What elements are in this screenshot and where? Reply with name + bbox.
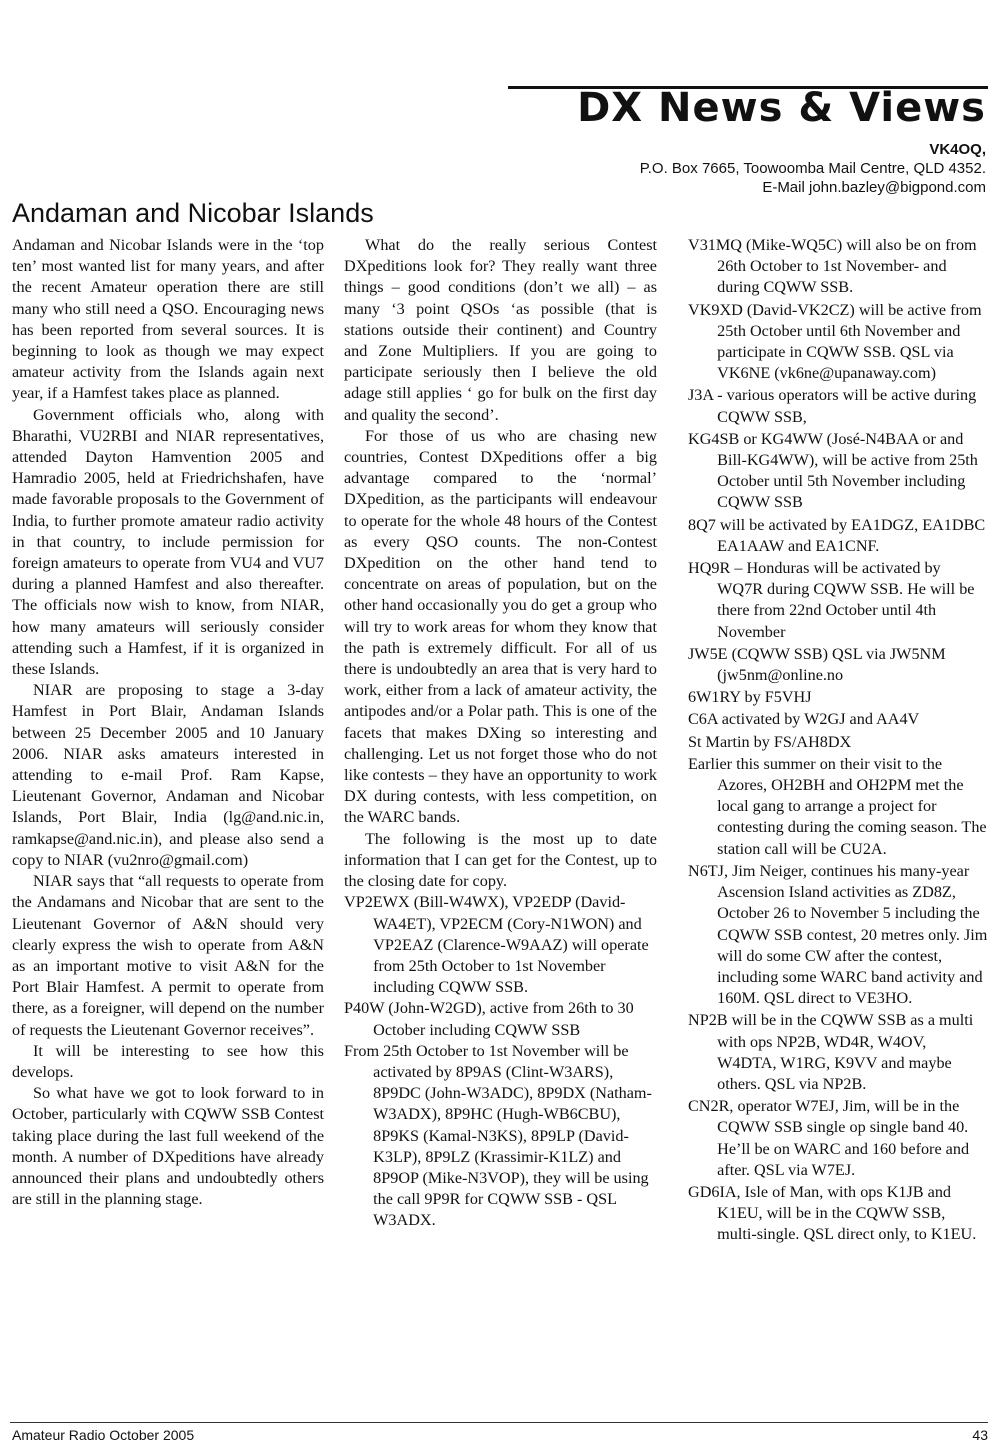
dx-listing: NP2B will be in the CQWW SSB as a multi with ops NP2B, WD4R, W4OV, W4DTA, W1RG, K9VV and maybe others. QSL via NP2B. <box>688 1011 974 1093</box>
footer-publication: Amateur Radio October 2005 <box>12 1427 195 1443</box>
dx-listing: HQ9R – Honduras will be activated by WQ7R during CQWW SSB. He will be there from 22nd October until 4th November <box>688 559 975 641</box>
dx-listing: CN2R, operator W7EJ, Jim, will be in the CQWW SSB single op single band 40. He’ll be on WARC and 160 before and after. QSL via W7EJ. <box>688 1097 970 1179</box>
footer-rule <box>10 1422 988 1423</box>
paragraph: It will be interesting to see how this develops. <box>12 1041 324 1081</box>
paragraph: For those of us who are chasing new countries, Contest DXpeditions offer a big advantage compared to the ‘normal’ DXpedition, as the participants will endeavour to operate for the whole 48 hours of the Contest as every QSO counts. The non-Contest DXpedition on the other hand tend to concentrate on areas of population, but on the other hand occasionally you do get a group who will try to work areas for whom they know that the path is extremely difficult. For all of us there is undoubtedly an area that is very hard to work, either from a lack of amateur activity, the antipodes and/or a Polar path. This is one of the facets that makes DXing so interesting and challenging. Let us not forget those who do not like contests – they have an opportunity to work DX during contests, with less competition, on the WARC bands. <box>344 426 657 827</box>
text-column-3 <box>688 235 988 1247</box>
dx-listing: 8Q7 will be activated by EA1DGZ, EA1DBC EA1AAW and EA1CNF. <box>688 515 986 555</box>
article-headline: Andaman and Nicobar Islands <box>12 198 374 228</box>
dx-listing: 6W1RY by F5VHJ <box>688 688 812 707</box>
dx-listing: Earlier this summer on their visit to the Azores, OH2BH and OH2PM met the local gang to arrange a project for contesting during the coming season. The station call will be CU2A. <box>688 754 987 858</box>
author-callsign: VK4OQ, <box>929 141 986 158</box>
dx-listing: N6TJ, Jim Neiger, continues his many-year Ascension Island activities as ZD8Z, October 26 to November 5 including the CQWW SSB contest, 20 metres only. Jim will do some CW after the contest, including some WARC band activity and 160M. QSL direct to VE3HO. <box>688 861 988 1008</box>
author-email: E-Mail john.bazley@bigpond.com <box>762 179 986 196</box>
paragraph: Andaman and Nicobar Islands were in the ‘top ten’ most wanted list for many years, and after the recent Amateur operation there are still many who still need a QSO. Encouraging news has been reported from several sources. It is beginning to look as though we may expect amateur activity from the Islands again next year, if a Hamfest takes place as planned. <box>12 236 324 403</box>
dx-listing: KG4SB or KG4WW (José-N4BAA or and Bill-KG4WW), will be active from 25th October until 5th November including CQWW SSB <box>688 429 978 512</box>
paragraph: NIAR are proposing to stage a 3-day Hamfest in Port Blair, Andaman Islands between 25 December 2005 and 10 January 2006. NIAR asks amateurs interested in attending to e-mail Prof. Ram Kapse, Lieutenant Governor, Andaman and Nicobar Islands, Port Blair, India (lg@and.nic.in, ramkapse@and.nic.in), and please also send a copy to NIAR (vu2nro@gmail.com) <box>12 681 324 869</box>
paragraph: What do the really serious Contest DXpeditions look for? They really want three things – good conditions (don’t we all) – as many ‘3 point QSOs ‘as possible (that is stations outside their continent) and Country and Zone Multipliers. If you are going to participate seriously then I believe the old adage still applies ‘ go for bulk on the first day and quality the second’. <box>344 236 657 424</box>
dx-listing: J3A - various operators will be active during CQWW SSB, <box>688 386 977 426</box>
page-number: 43 <box>972 1427 988 1443</box>
dx-listing: V31MQ (Mike-WQ5C) will also be on from 26th October to 1st November- and during CQWW SSB. <box>688 236 977 297</box>
dx-listing: C6A activated by W2GJ and AA4V <box>688 710 920 729</box>
dx-listing: GD6IA, Isle of Man, with ops K1JB and K1EU, will be in the CQWW SSB, multi-single. QSL direct only, to K1EU. <box>688 1182 977 1244</box>
dx-listing: From 25th October to 1st November will be activated by 8P9AS (Clint-W3ARS), 8P9DC (John-W3ADC), 8P9DX (Natham-W3ADX), 8P9HC (Hugh-WB6CBU), 8P9KS (Kamal-N3KS), 8P9LP (David-K3LP), 8P9LZ (Krassimir-K1LZ) and 8P9OP (Mike-N3VOP), they will be using the call 9P9R for CQWW SSB - QSL W3ADX. <box>344 1041 652 1230</box>
paragraph: NIAR says that “all requests to operate from the Andamans and Nicobar that are sent to the Lieutenant Governor of A&N should very clearly express the wish to operate from A&N as an important motive to visit A&N for the Port Blair Hamfest. A permit to operate from there, as a foreigner, will depend on the number of requests the Lieutenant Governor receives”. <box>12 872 324 1039</box>
dx-listing: St Martin by FS/AH8DX <box>688 732 852 751</box>
paragraph: So what have we got to look forward to in October, particularly with CQWW SSB Contest taking place during the last full weekend of the month. A number of DXpeditions have already announced their plans and undoubtedly others are still in the planning stage. <box>12 1084 324 1209</box>
dx-listing: VK9XD (David-VK2CZ) will be active from 25th October until 6th November and participate in CQWW SSB. QSL via VK6NE (vk6ne@upanaway.com) <box>688 300 982 383</box>
dx-listing: VP2EWX (Bill-W4WX), VP2EDP (David-WA4ET), VP2ECM (Cory-N1WON) and VP2EAZ (Clarence-W9AAZ) will operate from 25th October to 1st November including CQWW SSB. <box>344 893 649 997</box>
dx-listing: JW5E (CQWW SSB) QSL via JW5NM (jw5nm@online.no <box>688 644 946 685</box>
paragraph: The following is the most up to date information that I can get for the Contest, up to the closing date for copy. <box>344 829 657 891</box>
text-column-1 <box>12 235 324 1210</box>
text-column-2 <box>344 235 657 1232</box>
column-title: DX News & Views <box>577 85 986 131</box>
author-block <box>640 140 986 197</box>
dx-listing: P40W (John-W2GD), active from 26th to 30 October including CQWW SSB <box>344 999 634 1039</box>
author-address: P.O. Box 7665, Toowoomba Mail Centre, QLD 4352. <box>639 160 986 177</box>
paragraph: Government officials who, along with Bharathi, VU2RBI and NIAR representatives, attended Dayton Hamvention 2005 and Hamradio 2005, held at Friedrichshafen, have made favorable proposals to the Government of India, to further promote amateur radio activity in that country, to include permission for foreign amateurs to operate from VU4 and VU7 during a planned Hamfest and also thereafter. The officials now wish to know, from NIAR, how many amateurs will seriously consider attending such a Hamfest, if it is organized in these Islands. <box>12 405 324 679</box>
